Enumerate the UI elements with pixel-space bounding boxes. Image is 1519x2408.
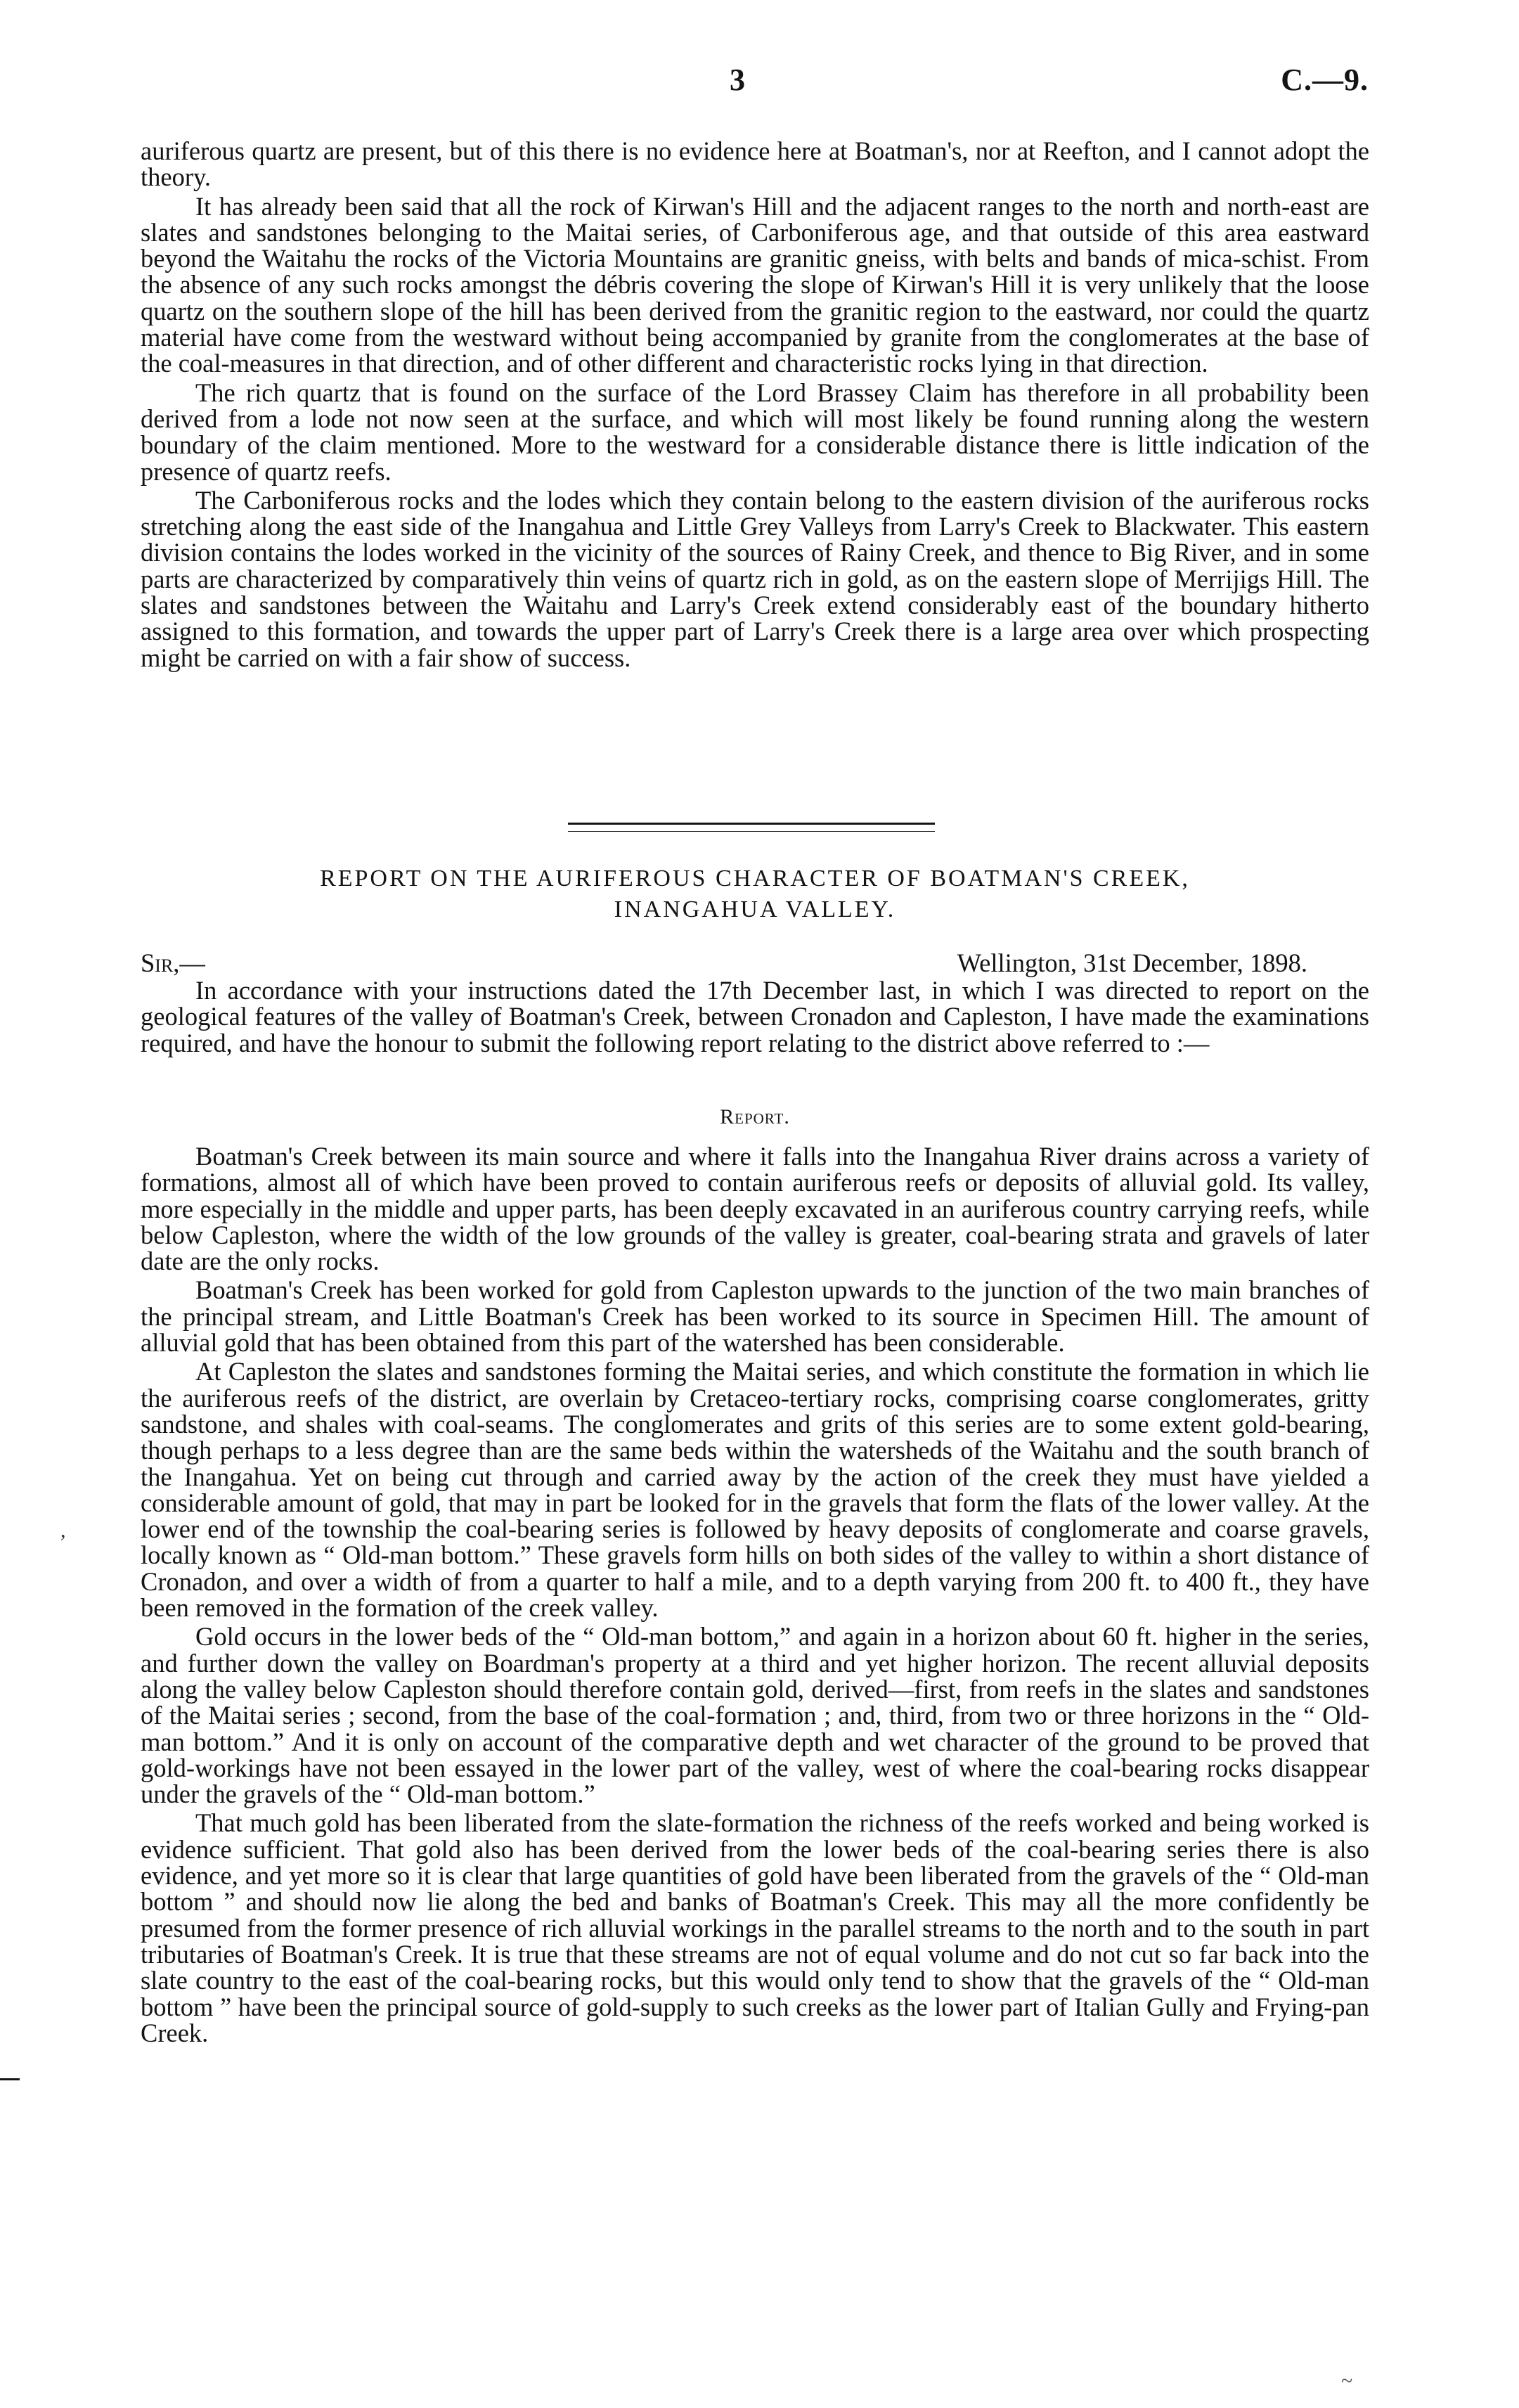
section-divider: [568, 823, 935, 832]
paragraph: The rich quartz that is found on the surface of the Lord Brassey Claim has therefore in all probability been derived from a lode not now seen at the surface, and which will most likely be found running along the western boundary of the claim mentioned. More to the westward for a considerable distance there is little indication of the presence of quartz reefs.: [141, 378, 1369, 486]
page-number: 3: [730, 63, 745, 97]
intro-paragraph: In accordance with your instructions dated the 17th December last, in which I was directed to report on the geological features of the valley of Boatman's Creek, between Cronadon and Capleston, I have made the examinations required, and have the honour to submit the following report relating to the district above referred to :—: [141, 976, 1369, 1057]
paragraph: Boatman's Creek has been worked for gold from Capleston upwards to the junction of the two main branches of the principal stream, and Little Boatman's Creek has been worked to its source in Specimen Hill. The amount of alluvial gold that has been obtained from this part of the watershed has been considerable.: [141, 1275, 1369, 1358]
salutation: Sir,—: [141, 948, 205, 977]
document-code: C.—9.: [1281, 63, 1369, 97]
report-title-line-1: REPORT ON THE AURIFEROUS CHARACTER OF BOATMAN'S CREEK,: [320, 865, 1190, 891]
paragraph: At Capleston the slates and sandstones forming the Maitai series, and which constitute the formation in which lie the auriferous reefs of the district, are overlain by Cretaceo-tertiary rocks, comprising coarse conglomerates, gritty sandstone, and shales with coal-seams. The conglomerates and grits of this series are to some extent gold-bearing, though perhaps to a less degree than are the same beds within the watersheds of the Waitahu and the south branch of the Inangahua. Yet on being cut through and carried away by the action of the creek they must have yielded a considerable amount of gold, that may in part be looked for in the gravels that form the flats of the lower valley. At the lower end of the township the coal-bearing series is followed by heavy deposits of conglomerate and coarse gravels, locally known as “ Old-man bottom.” These gravels form hills on both sides of the valley to within a short distance of Cronadon, and over a width of from a quarter to half a mile, and to a depth varying from 200 ft. to 400 ft., they have been removed in the formation of the creek valley.: [141, 1357, 1369, 1623]
paragraph: It has already been said that all the rock of Kirwan's Hill and the adjacent ranges to the north and north-east are slates and sandstones belonging to the Maitai series, of Carboniferous age, and that outside of this area eastward beyond the Waitahu the rocks of the Victoria Mountains are granitic gneiss, with belts and bands of mica-schist. From the absence of any such rocks amongst the débris covering the slope of Kirwan's Hill it is very unlikely that the loose quartz on the southern slope of the hill has been derived from the granitic region to the eastward, nor could the quartz material have come from the westward without being accompanied by granite from the conglomerates at the base of the coal-measures in that direction, and of other different and characteristic rocks lying in that direction.: [141, 191, 1369, 378]
salutation-row: [141, 948, 1369, 979]
paragraph: auriferous quartz are present, but of this there is no evidence here at Boatman's, nor at Reefton, and I cannot adopt the theory.: [141, 136, 1369, 192]
report-title: [141, 863, 1369, 925]
report-body: [141, 1143, 1369, 2049]
section-continuation: [141, 138, 1369, 674]
dateline: Wellington, 31st December, 1898.: [957, 948, 1307, 977]
report-intro: [141, 977, 1369, 1059]
margin-mark: [0, 2078, 20, 2080]
margin-squiggle: ~: [1341, 2369, 1353, 2393]
margin-tick: ,: [60, 1519, 66, 1542]
paragraph: Boatman's Creek between its main source and where it falls into the Inangahua River drains across a variety of formations, almost all of which have been proved to contain auriferous reefs or deposits of alluvial gold. Its valley, more especially in the middle and upper parts, has been deeply excavated in an auriferous country carrying reefs, while below Capleston, where the width of the low grounds of the valley is greater, coal-bearing strata and gravels of later date are the only rocks.: [141, 1142, 1369, 1276]
paragraph: Gold occurs in the lower beds of the “ Old-man bottom,” and again in a horizon about 60 ft. higher in the series, and further down the valley on Boardman's property at a third and yet higher horizon. The recent alluvial deposits along the valley below Capleston should therefore contain gold, derived—first, from reefs in the slates and sandstones of the Maitai series ; second, from the base of the coal-formation ; and, third, from two or three horizons in the “ Old-man bottom.” And it is only on account of the comparative depth and wet character of the ground to be proved that gold-workings have not been essayed in the lower part of the valley, west of where the coal-bearing rocks disappear under the gravels of the “ Old-man bottom.”: [141, 1622, 1369, 1809]
paragraph: The Carboniferous rocks and the lodes which they contain belong to the eastern division of the auriferous rocks stretching along the east side of the Inangahua and Little Grey Valleys from Larry's Creek to Blackwater. This eastern division contains the lodes worked in the vicinity of the sources of Rainy Creek, and thence to Big River, and in some parts are characterized by comparatively thin veins of quartz rich in gold, as on the eastern slope of Merrijigs Hill. The slates and sandstones between the Waitahu and Larry's Creek extend considerably east of the boundary hitherto assigned to this formation, and towards the upper part of Larry's Creek there is a large area over which prospecting might be carried on with a fair show of success.: [141, 485, 1369, 672]
paragraph: That much gold has been liberated from the slate-formation the richness of the reefs worked and being worked is evidence sufficient. That gold also has been derived from the lower beds of the coal-bearing series there is also evidence, and yet more so it is clear that large quantities of gold have been liberated from the gravels of the “ Old-man bottom ” and should now lie along the bed and banks of Boatman's Creek. This may all the more confidently be presumed from the former presence of rich alluvial workings in the parallel streams to the north and to the south in part tributaries of Boatman's Creek. It is true that these streams are not of equal volume and do not cut so far back into the slate country to the east of the coal-bearing rocks, but this would only tend to show that the gravels of the “ Old-man bottom ” have been the principal source of gold-supply to such creeks as the lower part of Italian Gully and Frying-pan Creek.: [141, 1808, 1369, 2047]
report-title-line-2: INANGAHUA VALLEY.: [614, 896, 896, 922]
report-heading: Report.: [720, 1105, 790, 1128]
